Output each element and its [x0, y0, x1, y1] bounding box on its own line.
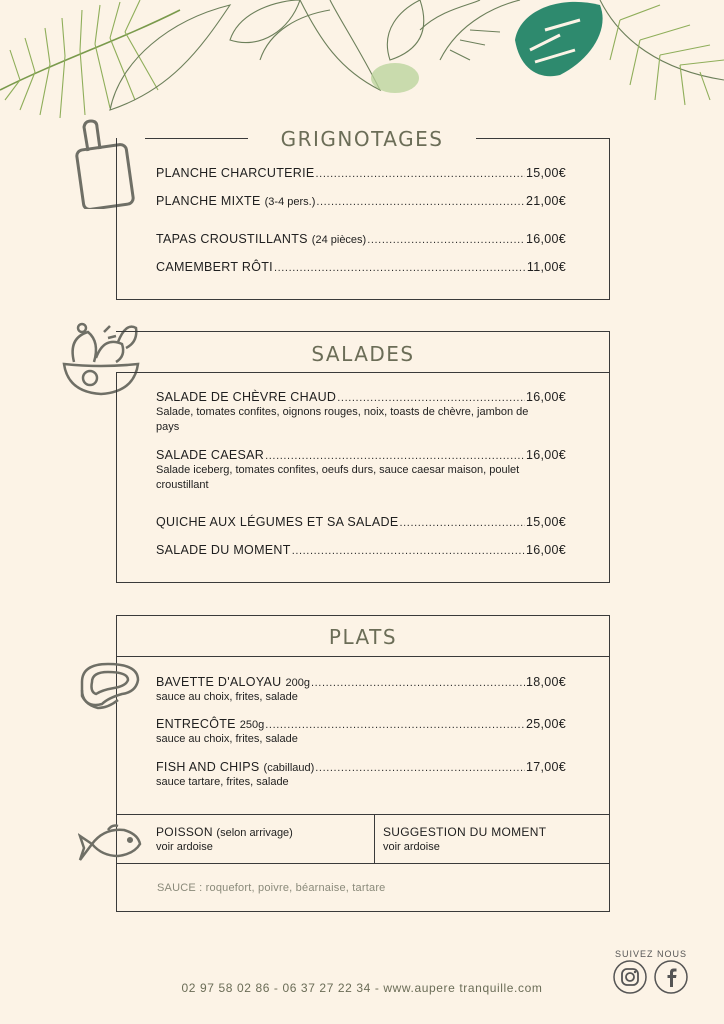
steak-icon	[78, 660, 142, 712]
menu-item: FISH AND CHIPS (cabillaud) ..... 17,00€ sauce tartare, frites, salade	[156, 760, 566, 790]
tropical-leaves-decoration	[0, 0, 724, 125]
sauce-note: SAUCE : roquefort, poivre, béarnaise, tartare	[157, 882, 386, 894]
menu-item: PLANCHE MIXTE (3-4 pers.) ..... 21,00€	[156, 194, 566, 208]
menu-item: BAVETTE D'ALOYAU 200g ..... 18,00€ sauce au choix, frites, salade	[156, 675, 566, 705]
suggestion-cell: SUGGESTION DU MOMENT voir ardoise	[383, 825, 547, 853]
menu-item: SALADE DE CHÈVRE CHAUD ..... 16,00€ Salade, tomates confites, oignons rouges, noix, toasts de chèvre, jambon de pays	[156, 390, 566, 435]
menu-item: CAMEMBERT RÔTI ..... 11,00€	[156, 260, 566, 274]
menu-item: ENTRECÔTE 250g ..... 25,00€ sauce au choix, frites, salade	[156, 717, 566, 747]
menu-item: QUICHE AUX LÉGUMES ET SA SALADE ..... 15,00€	[156, 515, 566, 529]
menu-item: TAPAS CROUSTILLANTS (24 pièces) ..... 16,00€	[156, 232, 566, 246]
fish-icon	[78, 824, 142, 864]
menu-item: PLANCHE CHARCUTERIE ..... 15,00€	[156, 166, 566, 180]
section-title-grignotages: GRIGNOTAGES	[280, 127, 444, 151]
menu-item: SALADE DU MOMENT ..... 16,00€	[156, 543, 566, 557]
grignotages-box	[116, 138, 610, 300]
follow-us-label: SUIVEZ NOUS	[614, 949, 687, 959]
contact-footer: 02 97 58 02 86 - 06 37 27 22 34 - www.aupere tranquille.com	[181, 981, 543, 995]
section-title-salades: SALADES	[311, 342, 415, 366]
poisson-cell: POISSON (selon arrivage) voir ardoise	[156, 825, 293, 853]
section-title-plats: PLATS	[328, 625, 398, 649]
menu-item: SALADE CAESAR ..... 16,00€ Salade iceberg, tomates confites, oeufs durs, sauce caesar maison, poulet croustillant	[156, 448, 566, 493]
